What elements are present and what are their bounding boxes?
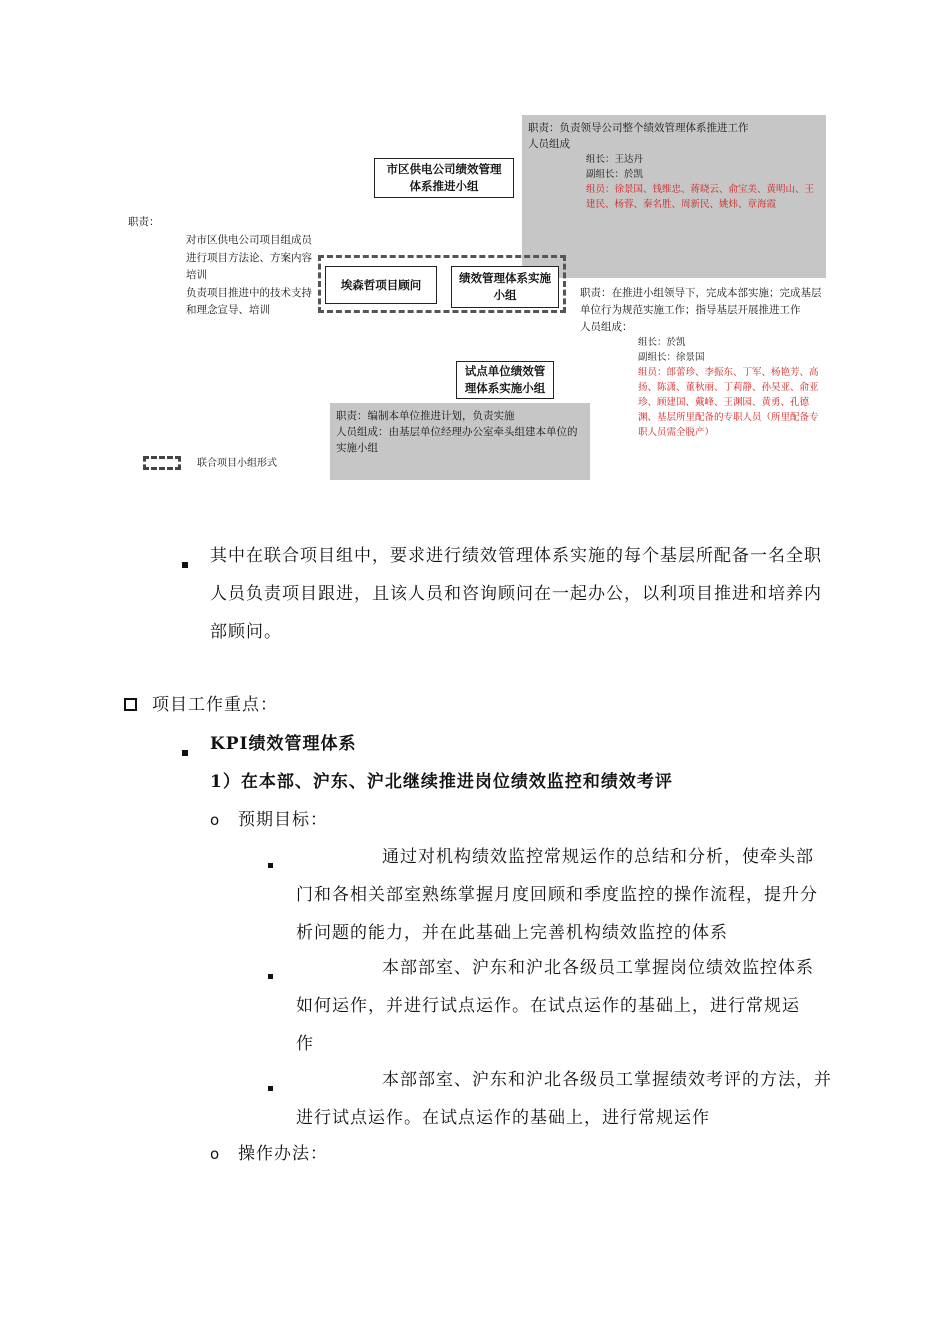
implementation-members-label: 人员组成： — [580, 321, 633, 333]
bullet-icon — [268, 853, 273, 872]
leadership-leader: 组长：王达丹 — [586, 154, 644, 165]
bullet-icon — [268, 1076, 273, 1095]
legend-label: 联合项目小组形式 — [197, 458, 277, 469]
method-label: 操作办法： — [238, 1144, 328, 1164]
consultant-duty-text: 对市区供电公司项目组成员进行项目方法论、方案内容培训 负责项目推进中的技术支持和理念宣导、培训 — [186, 234, 312, 316]
implementation-leader: 组长：於凯 — [638, 337, 686, 348]
circle-bullet-icon: o — [210, 811, 221, 829]
target-item: 通过对机构绩效监控常规运作的总结和分析，使牵头部门和各相关部室熟练掌握月度回顾和季度监控的操作流程，提升分析问题的能力，并在此基础上完善机构绩效监控的体系 — [296, 847, 818, 943]
city-promotion-group-box — [374, 158, 514, 198]
leadership-duty: 职责：负责领导公司整个绩效管理体系推进工作 — [528, 122, 749, 134]
leadership-members: 组员：徐景国、钱维忠、蒋晓云、俞宝美、黄明山、王建民、杨蓉、秦名胜、周新民、姚炜、章海霞 — [586, 184, 815, 210]
pilot-info-panel — [330, 403, 590, 480]
bullet-icon — [182, 553, 188, 572]
implementation-group-label: 绩效管理体系实施小组 — [459, 271, 551, 302]
pilot-unit-group-box — [456, 361, 554, 399]
consultant-duty-label: 职责： — [128, 216, 160, 228]
implementation-info-panel — [580, 285, 825, 440]
implementation-vice-leader: 副组长：徐景国 — [638, 352, 705, 363]
leadership-vice-leader: 副组长：於凯 — [586, 169, 644, 180]
target-item: 本部部室、沪东和沪北各级员工掌握岗位绩效监控体系如何运作，并进行试点运作。在试点运作的基础上，进行常规运作 — [296, 958, 814, 1054]
circle-bullet-icon: o — [210, 1145, 221, 1163]
target-item: 本部部室、沪东和沪北各级员工掌握绩效考评的方法，并进行试点运作。在试点运作的基础上，进行常规运作 — [296, 1070, 832, 1128]
legend-dashed-icon — [143, 456, 181, 470]
sub-heading-1: 1）在本部、沪东、沪北继续推进岗位绩效监控和绩效考评 — [210, 772, 673, 792]
city-promotion-group-label: 市区供电公司绩效管理体系推进小组 — [386, 162, 502, 193]
section-heading: 项目工作重点： — [152, 695, 278, 715]
implementation-group-box — [451, 266, 559, 308]
pilot-members: 人员组成：由基层单位经理办公室牵头组建本单位的实施小组 — [336, 426, 578, 454]
leadership-info-panel — [522, 115, 826, 278]
leadership-members-label: 人员组成 — [528, 138, 570, 150]
joint-group-paragraph: 其中在联合项目组中，要求进行绩效管理体系实施的每个基层所配备一名全职人员负责项目跟进，且该人员和咨询顾问在一起办公，以利项目推进和培养内部顾问。 — [210, 546, 822, 642]
accenture-consultant-box — [325, 266, 437, 304]
implementation-duty: 职责：在推进小组领导下，完成本部实施；完成基层单位行为规范实施工作；指导基层开展推进工作 — [580, 287, 822, 316]
accenture-consultant-label: 埃森哲项目顾问 — [340, 277, 422, 292]
kpi-heading: KPI绩效管理体系 — [210, 734, 357, 754]
bullet-icon — [182, 741, 188, 760]
pilot-unit-group-label: 试点单位绩效管理体系实施小组 — [464, 364, 546, 395]
bullet-icon — [268, 964, 273, 983]
implementation-members: 组员：郎蕾珍、李振东、丁军、杨艳芳、高扬、陈潇、董秋丽、丁莉静、孙昊亚、俞亚珍、顾建国、戴峰、王渊园、黄勇、孔德渊、基层所里配备的专职人员（所里配备专职人员需全脱产） — [638, 367, 819, 438]
target-label: 预期目标： — [238, 810, 328, 830]
pilot-duty: 职责：编制本单位推进计划，负责实施 — [336, 410, 515, 422]
checkbox-icon — [124, 698, 137, 711]
